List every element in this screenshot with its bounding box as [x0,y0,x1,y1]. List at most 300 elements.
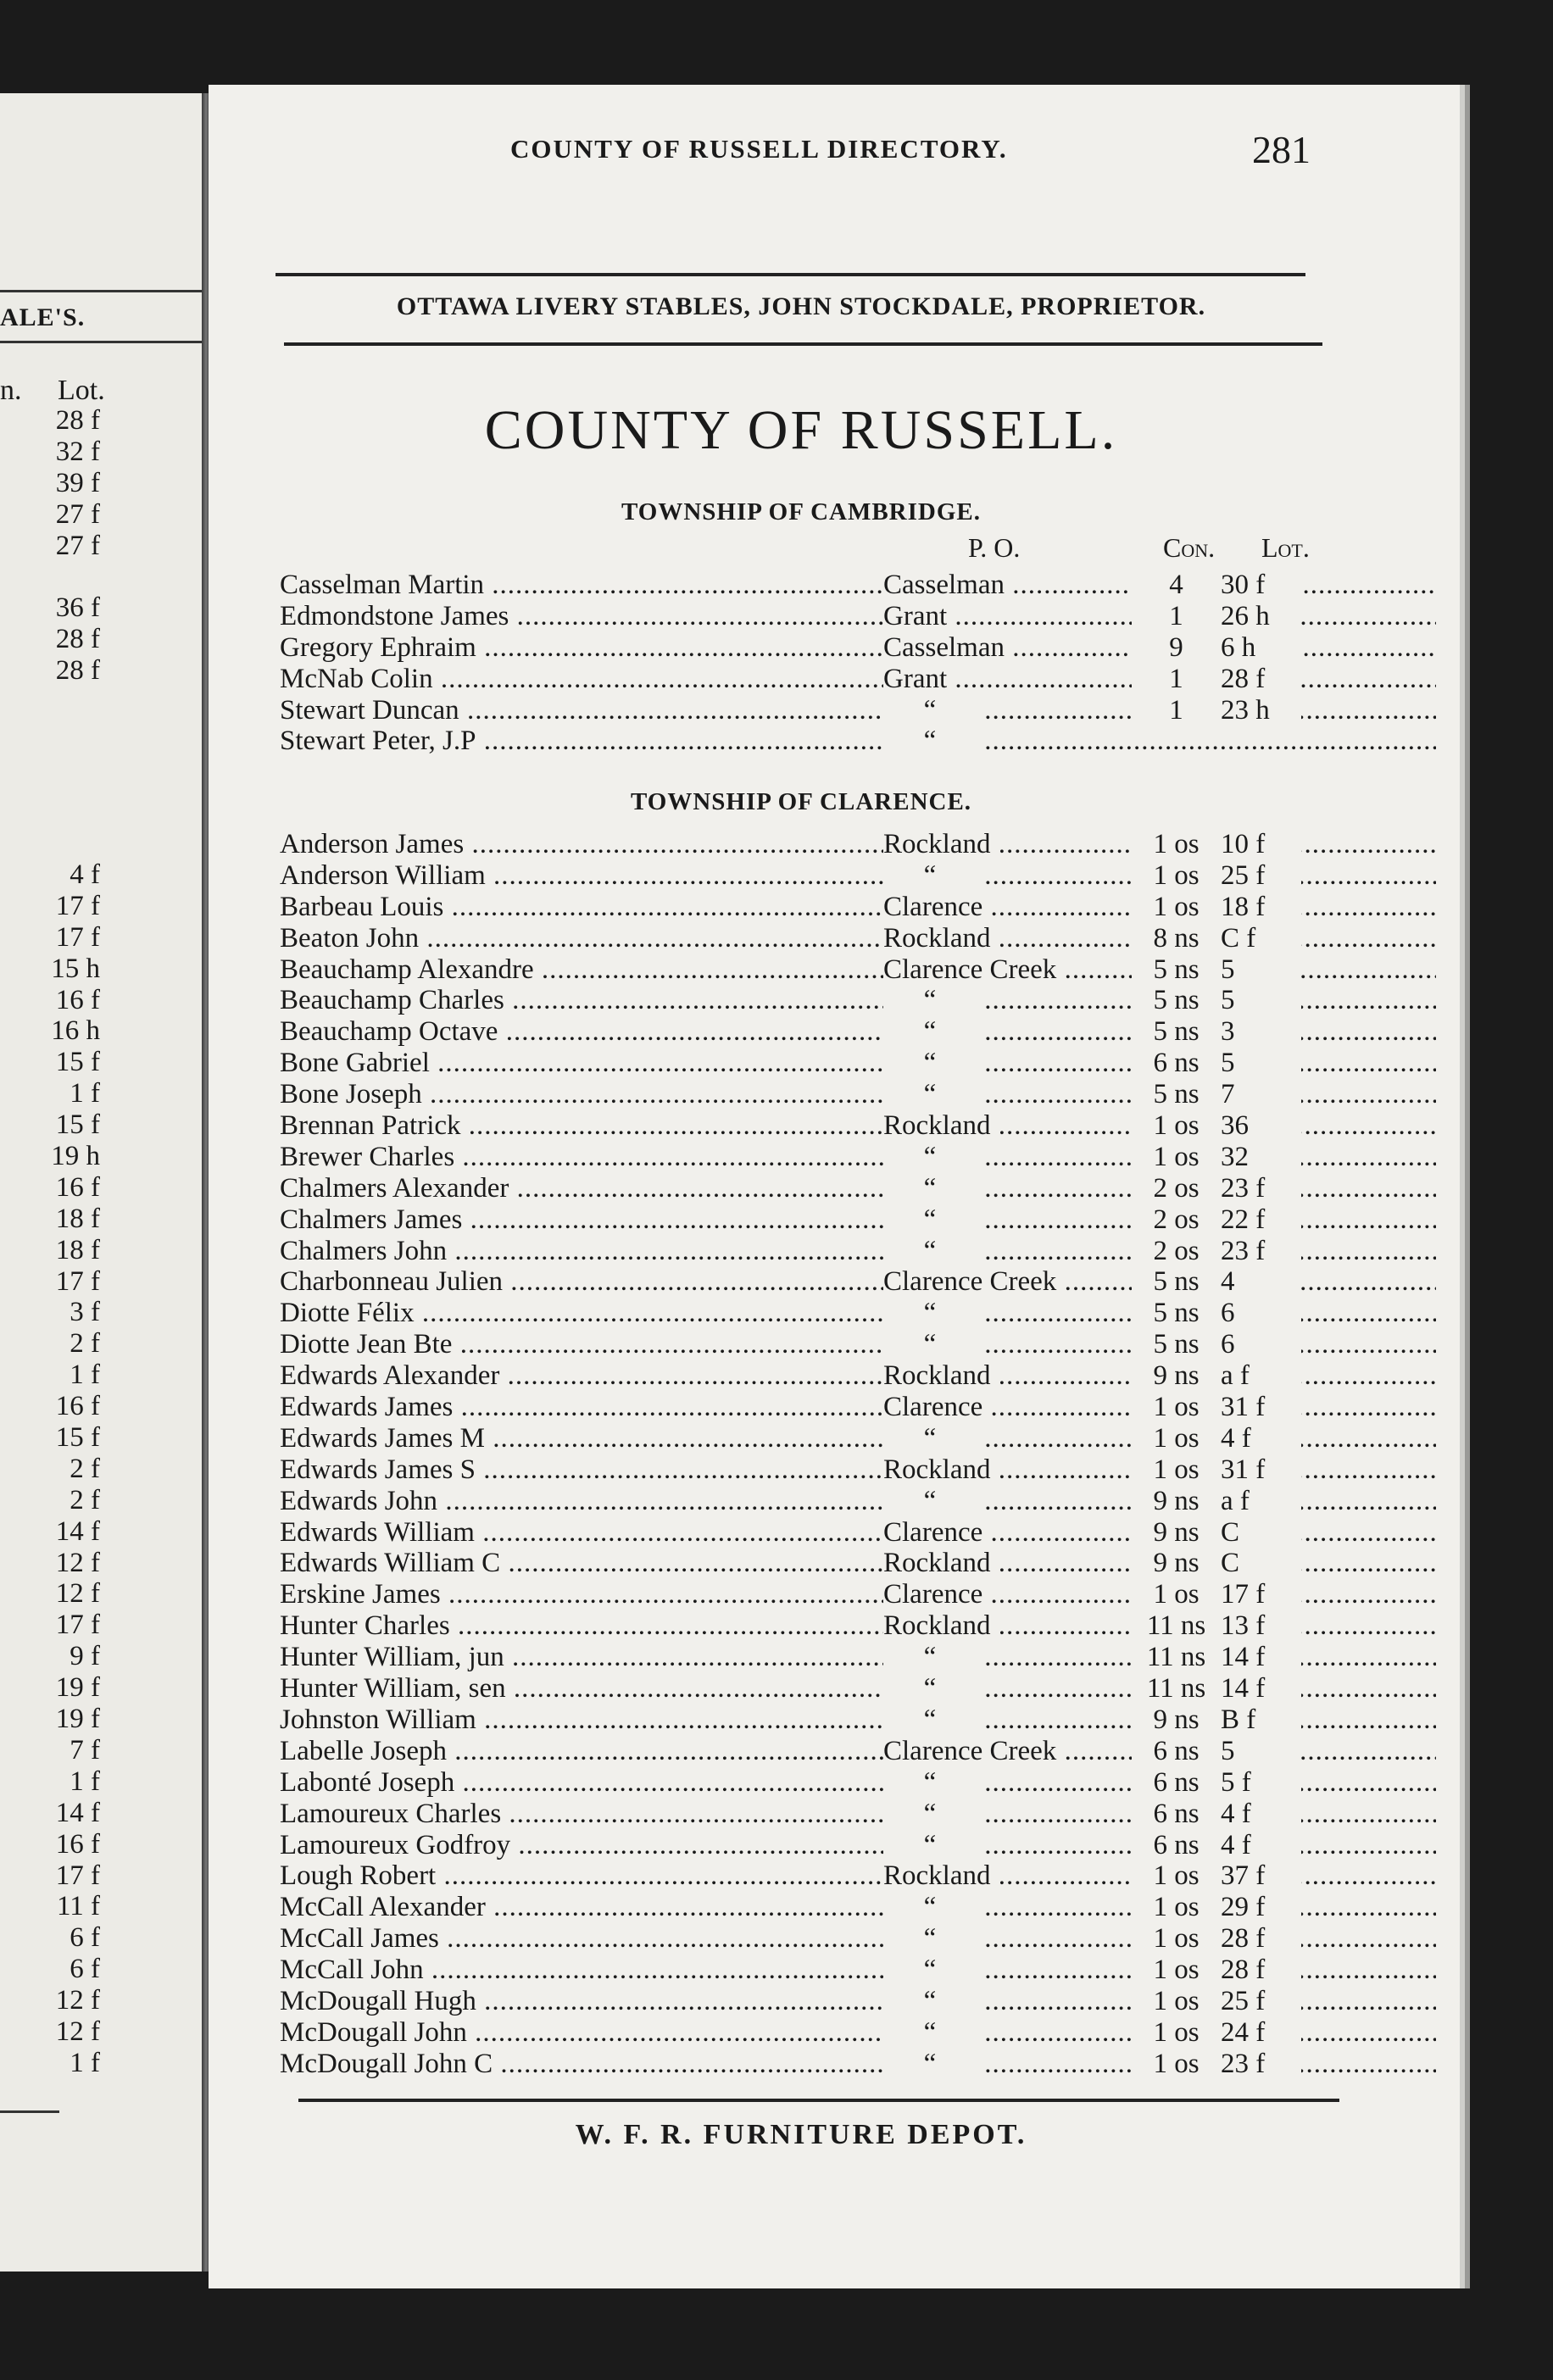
entry-concession: 1 os [1136,860,1216,892]
entry-name [280,1517,883,1549]
entry-lot: 18 f [1221,892,1297,923]
entry-lot: 5 f [1221,1767,1297,1799]
entry-concession: 1 [1136,601,1216,632]
entry-concession: 9 ns [1136,1486,1216,1517]
township-heading-cambridge: TOWNSHIP OF CAMBRIDGE. [621,498,982,525]
entry-lot: 23 f [1221,1173,1297,1204]
entry-name-text: Charbonneau Julien [280,1266,504,1298]
entry-post-office-text: “ [923,1829,937,1860]
entry-name [280,632,883,664]
entry-concession: 6 ns [1136,1736,1216,1767]
directory-entry [280,1173,1348,1204]
entry-post-office-text: Rockland [883,1610,991,1642]
entry-lot: 14 f [1221,1642,1297,1673]
entry-post-office-text: “ [923,1766,937,1798]
left-page-lot: 17 f [55,890,100,921]
entry-name-text: Chalmers Alexander [280,1172,509,1204]
directory-entry [280,1673,1348,1704]
entry-name-text: Beauchamp Octave [280,1016,498,1048]
entry-post-office-text: Casselman [883,631,1005,663]
entry-name-text: Stewart Duncan [280,694,459,726]
left-page-lot: 12 f [55,1547,100,1578]
entry-name-text: Diotte Jean Bte [280,1329,453,1360]
entry-name-text: Erskine James [280,1579,441,1610]
entry-concession: 5 ns [1136,1266,1216,1298]
entry-name-text: Edwards William C [280,1548,501,1579]
entry-name [280,1173,883,1204]
entry-name-text: Beauchamp Alexandre [280,954,534,985]
entry-concession: 6 ns [1136,1048,1216,1079]
entry-name [280,1079,883,1110]
directory-entry [280,1955,1348,1986]
left-page-lot: 17 f [55,1265,100,1297]
directory-entry [280,1892,1348,1923]
left-page-lot: 32 f [55,436,100,467]
left-page-lot: 15 f [55,1422,100,1454]
entry-name-text: McCall John [280,1955,424,1986]
left-page-lot: 18 f [55,1234,100,1265]
left-page-lot: 15 f [55,1047,100,1078]
entry-lot: 29 f [1221,1892,1297,1923]
entry-post-office-text: “ [923,1329,937,1360]
left-page-lot: 12 f [55,1985,100,2016]
directory-entry [280,1517,1348,1549]
left-page-lot: 15 f [55,1109,100,1141]
entry-name [280,1142,883,1173]
entry-name-text: Hunter Charles [280,1610,450,1642]
left-page-lot: 6 f [70,1954,100,1985]
directory-entry [280,1799,1348,1830]
directory-entry [280,726,1348,757]
entry-post-office-text: Casselman [883,570,1005,600]
entry-name-text: McDougall John C [280,2048,493,2079]
entry-name [280,1329,883,1360]
entry-name [280,1423,883,1454]
entry-concession: 8 ns [1136,923,1216,954]
entry-post-office-text: “ [923,1485,937,1516]
entry-name-text: Casselman Martin [280,570,485,600]
entry-lot: 5 [1221,985,1297,1016]
entry-post-office-text: Clarence Creek [883,1735,1057,1766]
entry-post-office-text: “ [923,1016,937,1048]
entry-name [280,1767,883,1799]
entry-name-text: Anderson William [280,859,486,891]
entry-name-text: Edwards Alexander [280,1360,500,1392]
entry-lot: 6 [1221,1329,1297,1360]
entry-concession: 1 os [1136,892,1216,923]
entry-name [280,985,883,1016]
entry-name-text: Chalmers John [280,1235,448,1266]
entry-concession: 1 [1136,664,1216,695]
entry-concession: 9 ns [1136,1517,1216,1549]
directory-entry [280,1986,1348,2017]
left-page-lot: 1 f [70,2047,100,2078]
directory-entry [280,2049,1348,2080]
directory-entry [280,1548,1348,1579]
left-page-lot: 7 f [70,1734,100,1766]
entry-concession: 2 os [1136,1236,1216,1267]
entry-name [280,570,883,601]
directory-entry [280,1016,1348,1048]
entry-name-text: Hunter William, sen [280,1673,506,1704]
entry-post-office-text: Rockland [883,1860,991,1892]
entry-post-office-text: Clarence [883,1579,983,1610]
entry-name [280,1986,883,2017]
entry-post-office-text: “ [923,1422,937,1454]
advert-rule [284,342,1322,346]
left-page-lot: 28 f [55,624,100,655]
entry-concession: 2 os [1136,1173,1216,1204]
entry-lot: 4 [1221,1266,1297,1298]
left-page-column-heads [0,375,105,407]
entry-name [280,1298,883,1329]
left-page-lot: 4 f [70,859,100,890]
entry-lot: 23 f [1221,1236,1297,1267]
entry-name-text: Anderson James [280,829,465,859]
entry-concession: 9 ns [1136,1360,1216,1392]
entry-lot: 14 f [1221,1673,1297,1704]
left-page-lot: 18 f [55,1203,100,1234]
entry-post-office-text: “ [923,1172,937,1204]
entry-name [280,860,883,892]
entry-post-office-text: Rockland [883,1548,991,1579]
entry-concession: 5 ns [1136,1298,1216,1329]
directory-entry [280,1079,1348,1110]
entry-name-text: Labelle Joseph [280,1735,448,1766]
entry-concession: 11 ns [1136,1610,1216,1642]
entry-lot: C f [1221,923,1297,954]
entry-name [280,1548,883,1579]
header-rule [276,273,1305,276]
entry-name-text: McCall James [280,1923,439,1955]
left-page-lot: 14 f [55,1797,100,1828]
left-page-lot: 16 f [55,1391,100,1422]
directory-entry [280,1579,1348,1610]
entry-name [280,1016,883,1048]
entry-lot: 5 [1221,1048,1297,1079]
entry-lot: 26 h [1221,601,1297,632]
left-page-lot: 1 f [70,1766,100,1797]
entry-post-office-text: “ [923,1642,937,1673]
entry-name [280,892,883,923]
entry-lot: a f [1221,1486,1297,1517]
entry-name-text: Hunter William, jun [280,1642,504,1673]
entry-name [280,2017,883,2049]
entry-name [280,1048,883,1079]
left-page-lot: 1 f [70,1078,100,1109]
entry-name-text: Lamoureux Charles [280,1798,502,1829]
entry-post-office [883,726,1436,757]
entry-post-office-text: “ [923,1204,937,1235]
entry-name-text: Labonté Joseph [280,1766,455,1798]
entry-post-office-text: “ [923,1235,937,1266]
directory-entry [280,1048,1348,1079]
left-page-lot [0,561,100,592]
directory-entry [280,860,1348,892]
left-page-lot: 16 f [55,984,100,1015]
entry-concession: 11 ns [1136,1642,1216,1673]
footer-rule [298,2099,1339,2102]
left-page-lot: 36 f [55,592,100,624]
directory-entry [280,954,1348,986]
entry-post-office-text: Rockland [883,1454,991,1485]
entry-concession: 5 ns [1136,954,1216,986]
entry-lot: 5 [1221,1736,1297,1767]
entry-name-text: Brennan Patrick [280,1110,461,1142]
entry-name-text: McNab Colin [280,663,433,694]
directory-entry [280,1236,1348,1267]
entry-post-office-text: Clarence Creek [883,954,1057,985]
entry-concession: 9 [1136,632,1216,664]
entry-lot: 28 f [1221,1955,1297,1986]
entry-concession: 1 os [1136,2017,1216,2049]
entry-concession: 1 os [1136,1986,1216,2017]
column-head-po: P. O. [968,532,1021,563]
entry-lot: 31 f [1221,1392,1297,1423]
entry-name [280,1392,883,1423]
entry-lot: 5 [1221,954,1297,986]
entry-name [280,1799,883,1830]
entry-post-office-text: Rockland [883,1110,991,1142]
left-page-lot: 14 f [55,1515,100,1547]
entry-concession: 5 ns [1136,985,1216,1016]
entry-lot: 28 f [1221,1923,1297,1955]
entry-name-text: Barbeau Louis [280,891,444,922]
directory-entry [280,1454,1348,1486]
entry-name-text: McDougall Hugh [280,1985,476,2016]
entry-lot: C [1221,1517,1297,1549]
directory-entry [280,1486,1348,1517]
left-page-lot: 2 f [70,1328,100,1360]
left-page-lot: 39 f [55,467,100,498]
directory-entry [280,1204,1348,1236]
entry-name [280,1736,883,1767]
entry-name-text: Edwards John [280,1485,438,1516]
entry-lot: 10 f [1221,829,1297,860]
left-col-lot: Lot. [58,375,105,406]
entry-lot: 6 [1221,1298,1297,1329]
entry-name [280,954,883,986]
entry-lot: 22 f [1221,1204,1297,1236]
entry-name [280,1830,883,1861]
left-page-lot: 17 f [55,1860,100,1891]
entry-name [280,1579,883,1610]
entry-lot: 7 [1221,1079,1297,1110]
directory-entry [280,1298,1348,1329]
left-page-lot: 19 h [51,1141,100,1172]
entry-post-office-text: Rockland [883,829,991,859]
directory-entry [280,1423,1348,1454]
left-col-con: n. [0,375,22,406]
entry-concession: 1 os [1136,1892,1216,1923]
entry-post-office-text: “ [923,1985,937,2016]
entry-post-office-text: “ [923,1141,937,1172]
entry-name [280,1860,883,1892]
directory-entry [280,632,1348,664]
directory-entry [280,923,1348,954]
directory-entry [280,829,1348,860]
bottom-advertisement: W. F. R. FURNITURE DEPOT. [575,2119,1027,2150]
entry-concession: 1 os [1136,1923,1216,1955]
entry-lot: 25 f [1221,1986,1297,2017]
entry-name [280,923,883,954]
left-page-lot: 3 f [70,1297,100,1328]
entry-lot: 4 f [1221,1799,1297,1830]
entry-name [280,1204,883,1236]
entry-name-text: Edwards James [280,1392,454,1423]
entry-name [280,1923,883,1955]
entry-lot: 4 f [1221,1423,1297,1454]
entry-post-office-text: “ [923,2016,937,2048]
entry-post-office-text: “ [923,2048,937,2079]
left-page-lot: 27 f [55,530,100,561]
entry-name [280,1892,883,1923]
entry-name [280,1236,883,1267]
entry-lot: 17 f [1221,1579,1297,1610]
entry-concession: 9 ns [1136,1704,1216,1736]
directory-entry [280,1767,1348,1799]
entry-post-office-text: “ [923,985,937,1016]
entry-post-office-text: “ [923,1955,937,1986]
entry-concession: 1 os [1136,1955,1216,1986]
left-page-lot: 9 f [70,1641,100,1672]
left-page-lot: 12 f [55,2016,100,2047]
entry-lot: 13 f [1221,1610,1297,1642]
entry-name [280,1955,883,1986]
entry-concession: 2 os [1136,1204,1216,1236]
entry-name [280,1360,883,1392]
left-page-rule [0,290,202,292]
entry-name [280,601,883,632]
left-page-lot: 28 f [55,405,100,436]
entry-name [280,1642,883,1673]
entry-post-office-text: Clarence [883,1392,983,1423]
entry-name [280,1454,883,1486]
entry-post-office-text: “ [923,1048,937,1079]
entry-name-text: Lamoureux Godfroy [280,1829,511,1860]
entry-name [280,1704,883,1736]
entry-lot: 36 [1221,1110,1297,1142]
left-page-lot: 2 f [70,1484,100,1515]
entry-post-office-text: “ [923,694,937,726]
directory-entry [280,601,1348,632]
entry-name-text: Johnston William [280,1704,476,1735]
entry-post-office-text: “ [923,1798,937,1829]
entry-post-office-text: “ [923,1923,937,1955]
entry-lot: 30 f [1221,570,1297,601]
left-page-lots-bottom [0,859,100,2079]
entry-post-office-text: Clarence [883,1516,983,1548]
left-page-lot: 15 h [51,953,100,984]
entry-lot: a f [1221,1360,1297,1392]
entry-name-text: Gregory Ephraim [280,631,476,663]
entry-lot: 6 h [1221,632,1297,664]
entry-name [280,1610,883,1642]
directory-entry [280,1642,1348,1673]
entry-post-office-text: Rockland [883,1360,991,1392]
entry-concession: 1 os [1136,829,1216,860]
entry-concession: 5 ns [1136,1016,1216,1048]
entry-name-text: McCall Alexander [280,1892,486,1923]
entry-post-office-text: Clarence [883,891,983,922]
entry-post-office-text: “ [923,859,937,891]
entry-name-text: Diotte Félix [280,1298,415,1329]
entry-concession: 1 os [1136,1454,1216,1486]
left-page-lot: 19 f [55,1704,100,1735]
directory-entry [280,892,1348,923]
entry-name-text: Lough Robert [280,1860,437,1892]
left-page-fragment [0,93,202,2272]
directory-entry [280,1392,1348,1423]
left-page-lot: 16 f [55,1171,100,1203]
directory-entry [280,1860,1348,1892]
left-page-lot: 2 f [70,1453,100,1484]
entry-lot: 24 f [1221,2017,1297,2049]
entry-name-text: Beaton John [280,922,420,954]
directory-entry [280,2017,1348,2049]
entry-concession: 5 ns [1136,1329,1216,1360]
directory-entry [280,1110,1348,1142]
entry-concession: 1 os [1136,1392,1216,1423]
left-page-lot: 1 f [70,1360,100,1391]
entry-name-text: Edmondstone James [280,600,509,631]
township-heading-clarence: TOWNSHIP OF CLARENCE. [630,788,972,815]
left-page-lot: 28 f [55,655,100,687]
entry-post-office-text: Rockland [883,922,991,954]
entry-concession: 1 os [1136,1110,1216,1142]
entry-name [280,726,883,757]
township-entries-clarence [280,829,1348,2080]
entry-post-office-text: Clarence Creek [883,1266,1057,1298]
entry-name [280,1110,883,1142]
county-title: COUNTY OF RUSSELL. [484,399,1118,461]
entry-concession: 1 os [1136,1142,1216,1173]
left-page-rule [0,341,202,343]
directory-entry [280,1329,1348,1360]
entry-lot: 37 f [1221,1860,1297,1892]
directory-entry [280,1704,1348,1736]
entry-concession: 1 [1136,695,1216,726]
entry-name [280,1486,883,1517]
column-head-con: Con. [1163,532,1216,563]
page-number: 281 [1252,128,1311,171]
left-page-lot: 16 f [55,1828,100,1860]
directory-entry [280,1360,1348,1392]
entry-post-office-text: “ [923,1673,937,1704]
entry-post-office-text: “ [923,1892,937,1923]
entry-post-office-text: “ [923,1704,937,1735]
entry-name-text: McDougall John [280,2016,467,2048]
entry-name-text: Edwards James S [280,1454,476,1485]
township-entries-cambridge [280,570,1348,757]
entry-name-text: Chalmers James [280,1204,463,1235]
directory-entry [280,1142,1348,1173]
column-head-lot: Lot. [1261,532,1310,563]
left-page-lot: 6 f [70,1922,100,1954]
entry-concession: 1 os [1136,1423,1216,1454]
entry-post-office-text: Grant [883,663,948,694]
entry-name-text: Beauchamp Charles [280,985,504,1016]
entry-name-text: Brewer Charles [280,1141,455,1172]
entry-lot: C [1221,1548,1297,1579]
left-page-lot: 19 f [55,1672,100,1704]
entry-name [280,829,883,860]
entry-name-text: Edwards William [280,1516,475,1548]
left-page-rule [0,2110,59,2113]
directory-entry [280,1830,1348,1861]
entry-lot: 4 f [1221,1830,1297,1861]
entry-name [280,695,883,726]
